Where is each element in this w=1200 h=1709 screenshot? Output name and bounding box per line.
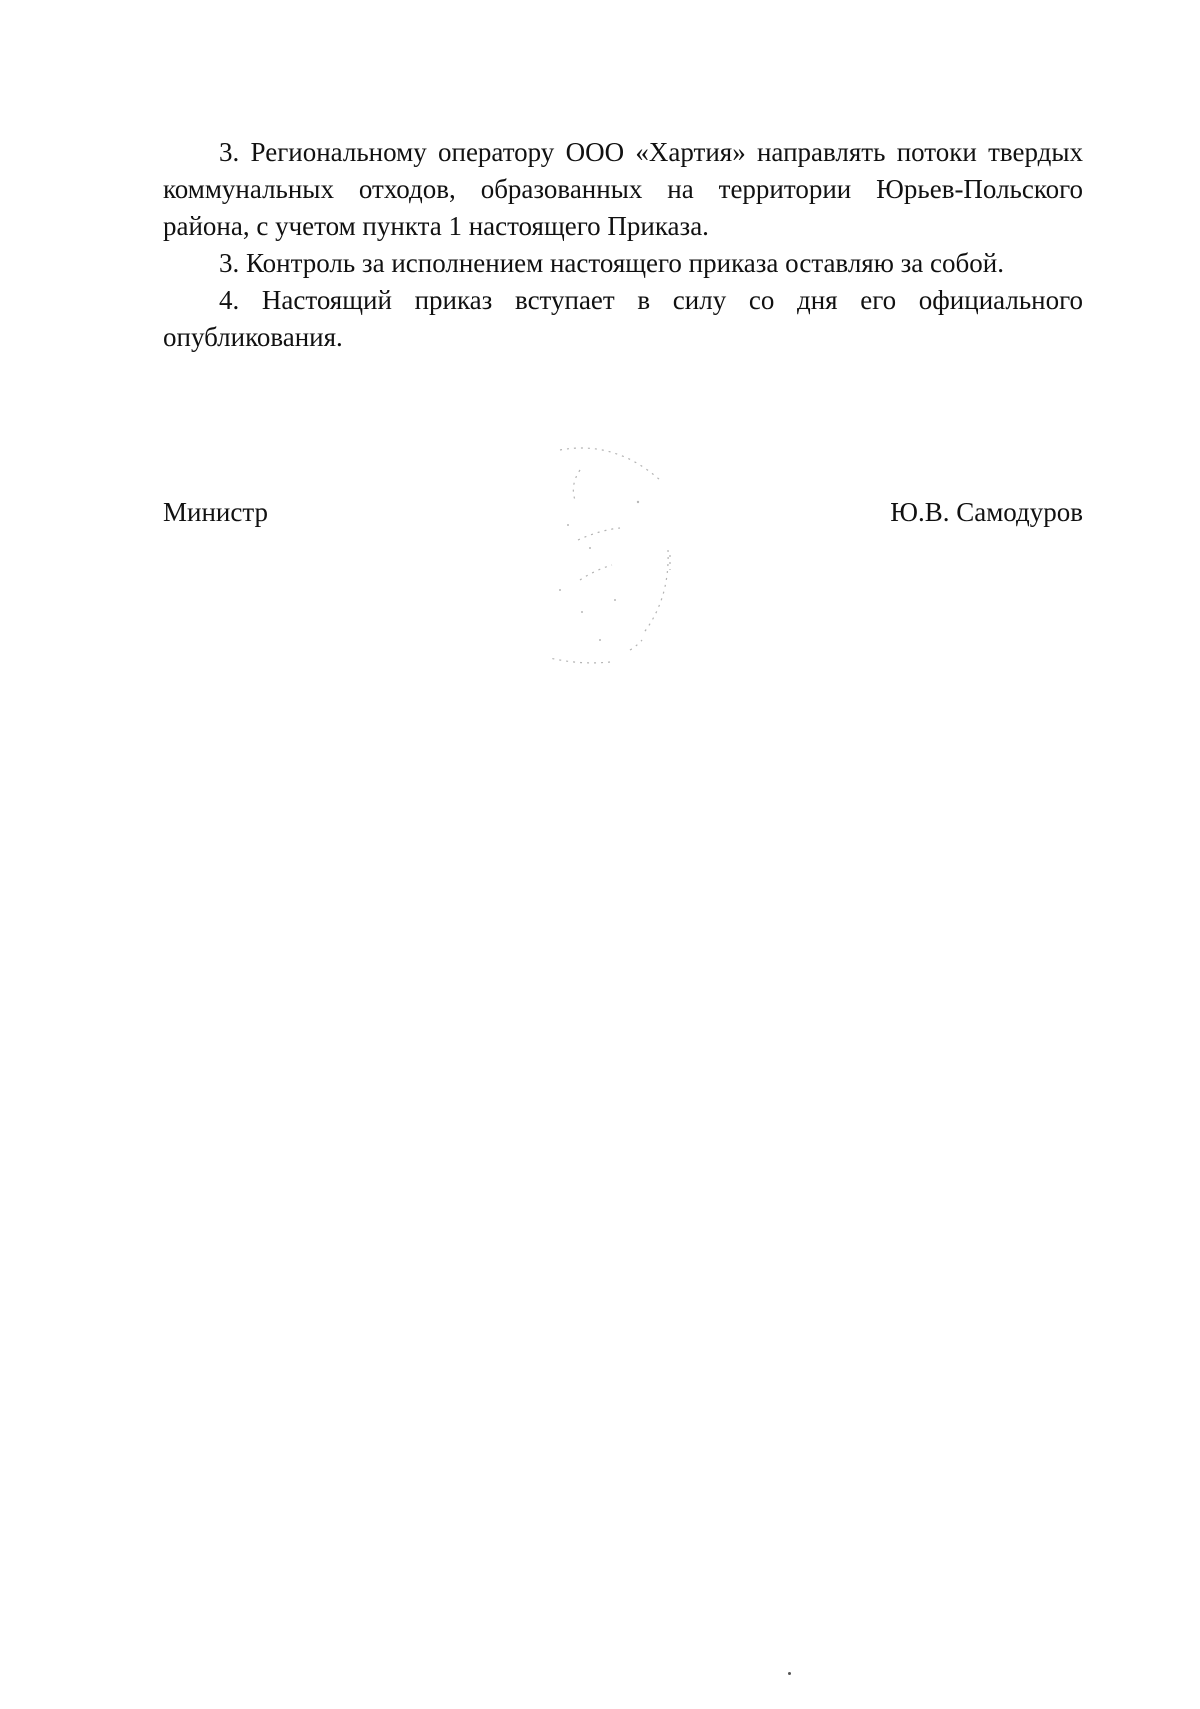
signatory-title: Министр	[163, 497, 268, 527]
document-body	[163, 134, 1083, 356]
signatory-name: Ю.В. Самодуров	[890, 497, 1083, 527]
paragraph-control: 3. Контроль за исполнением настоящего приказа оставляю за собой.	[219, 248, 1004, 278]
paragraph-regional-operator: 3. Региональному оператору ООО «Хартия» направлять потоки твердых коммунальных отходов, образованных на территории Юрьев-Польского района, с учетом пункта 1 настоящего Приказа.	[163, 137, 1083, 241]
signature-block	[163, 494, 1083, 534]
faded-seal-icon	[520, 430, 720, 680]
scan-speck	[788, 1672, 791, 1675]
paragraph-effective-date: 4. Настоящий приказ вступает в силу со дня его официального опубликования.	[163, 285, 1083, 352]
